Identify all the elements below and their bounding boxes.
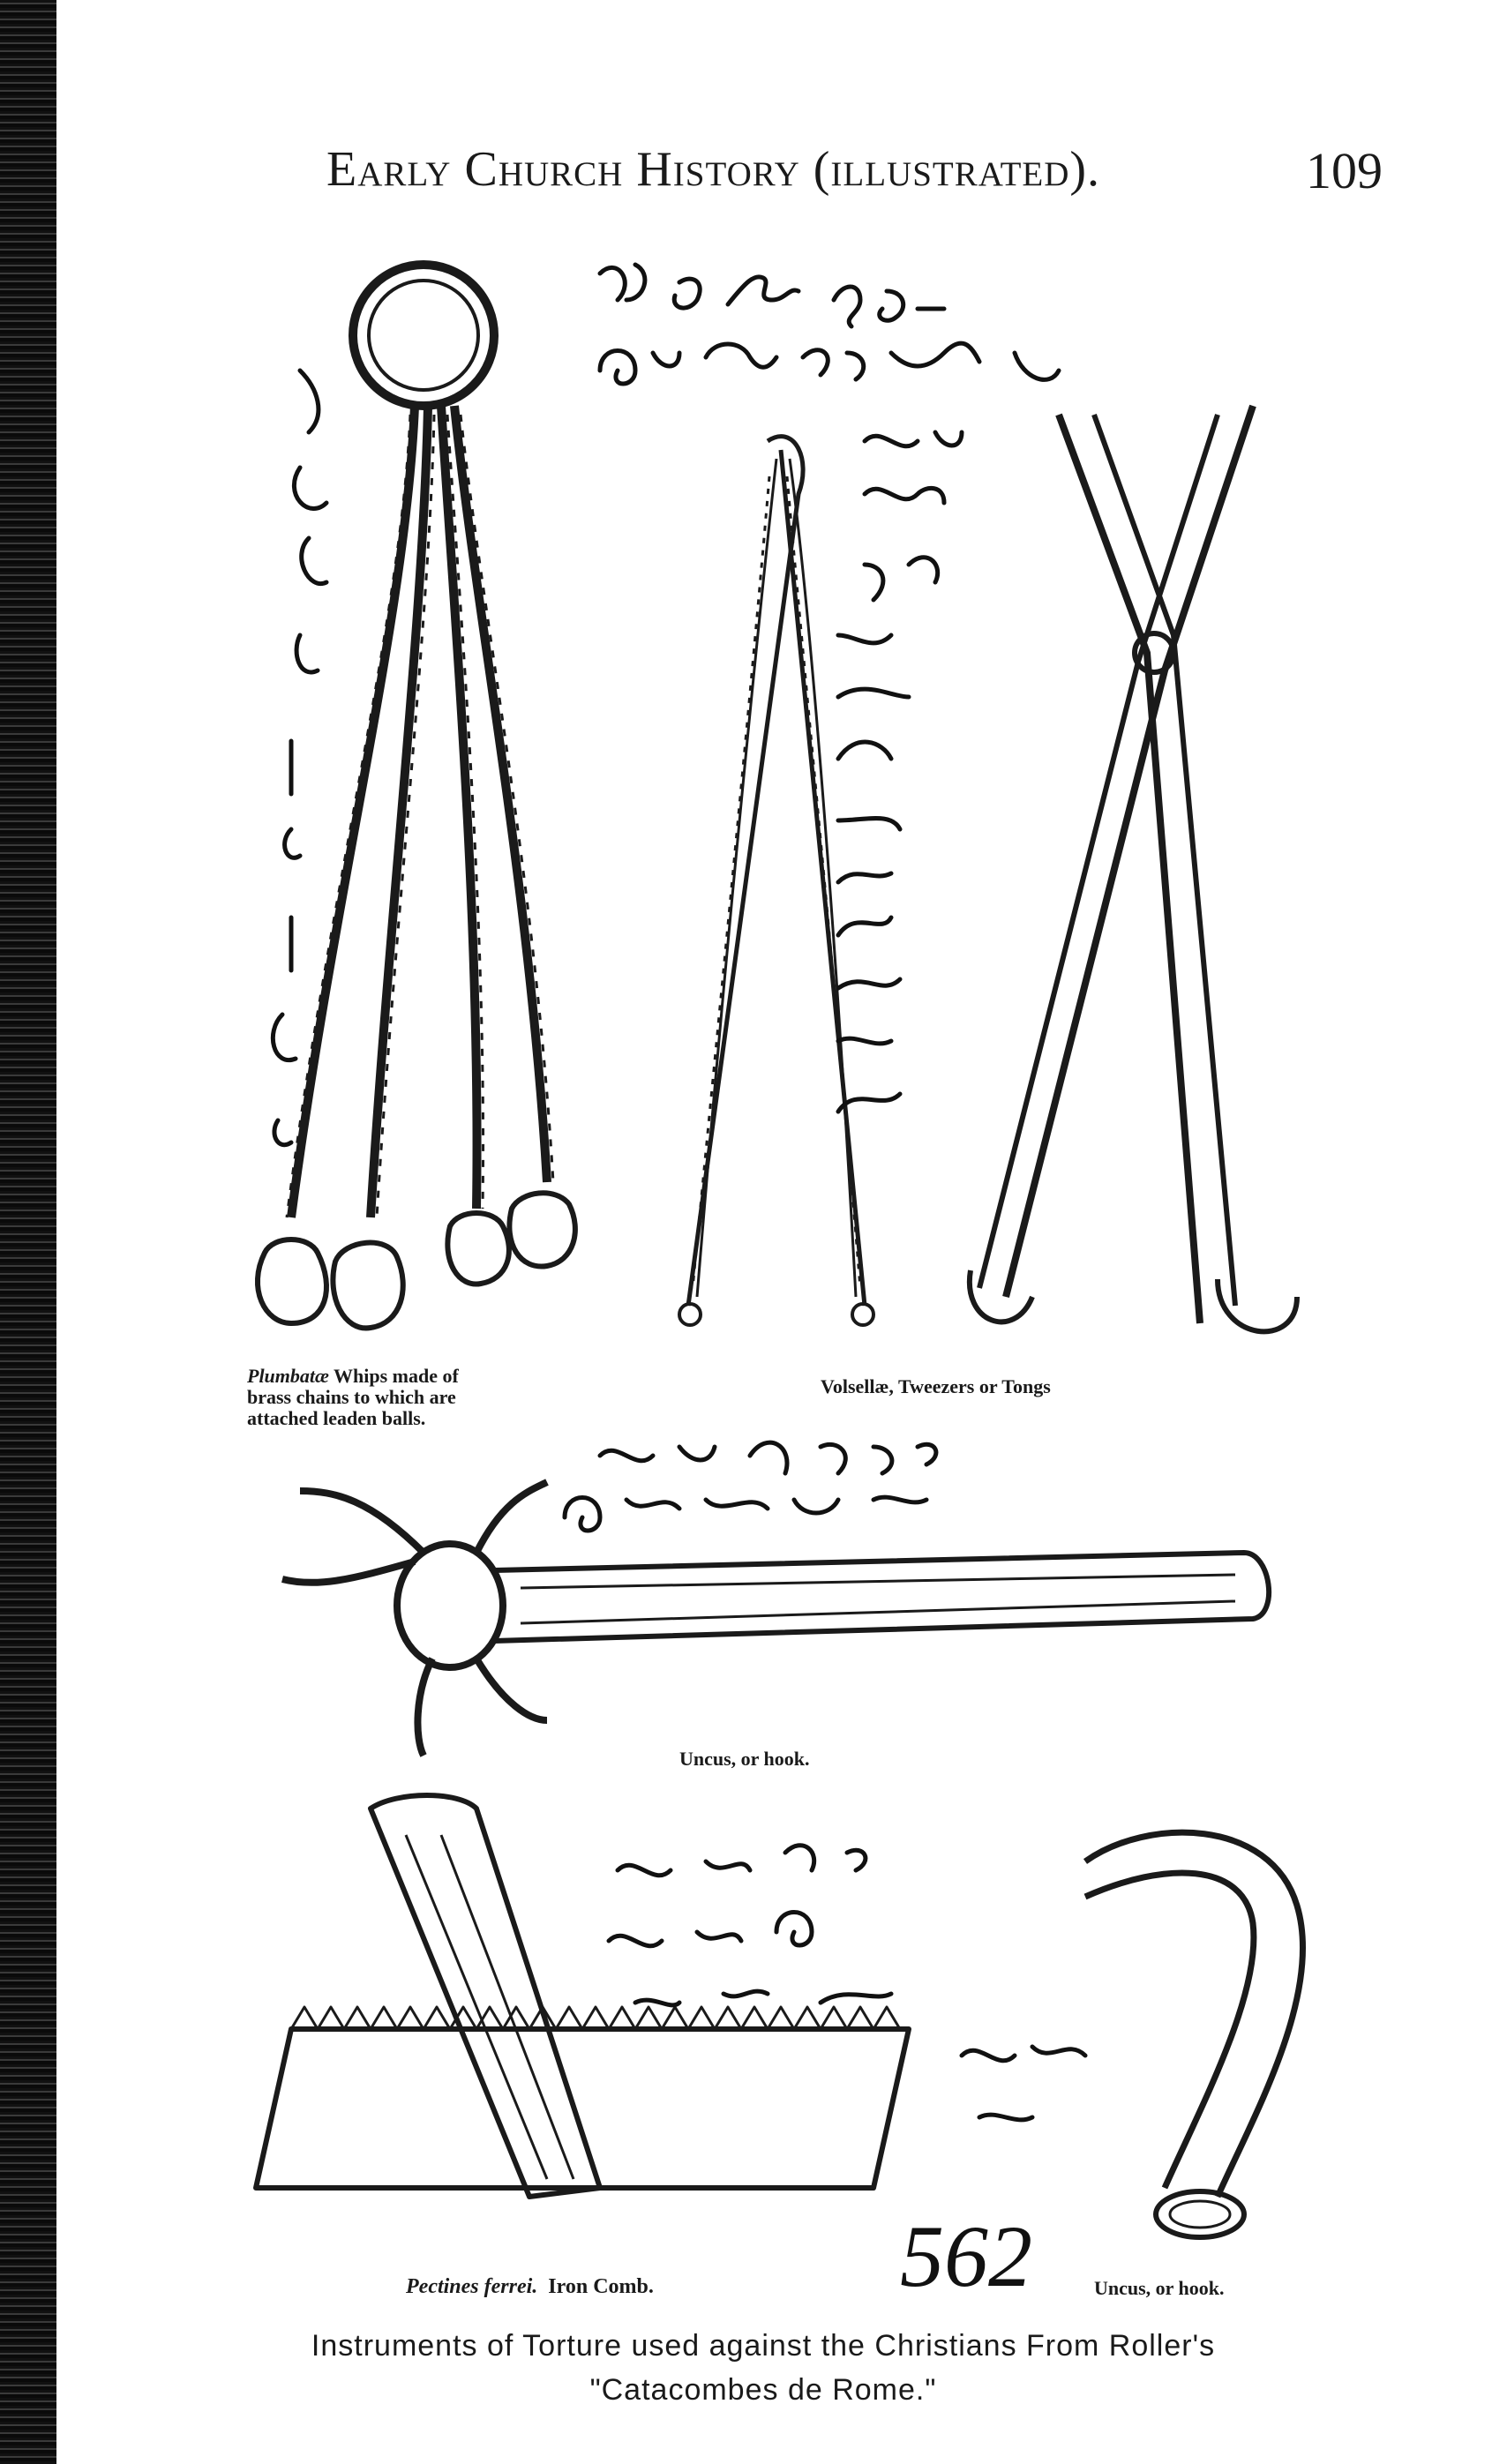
caption-plumbatae-line2: brass chains to which are bbox=[247, 1386, 456, 1408]
caption-plumbatae-line3: attached leaden balls. bbox=[247, 1407, 426, 1429]
caption-pectines-name: Pectines ferrei. bbox=[406, 2275, 538, 2298]
caption-uncus-right: Uncus, or hook. bbox=[1094, 2277, 1225, 2299]
figure-caption-line1: Instruments of Torture used against the Christians From Roller's bbox=[311, 2329, 1216, 2363]
caption-plumbatae bbox=[247, 1366, 459, 1429]
volsellae-tweezers-illustration bbox=[679, 437, 873, 1325]
handwritten-number: 562 bbox=[900, 2207, 1032, 2305]
caption-iron-comb-text: Iron Comb. bbox=[548, 2275, 654, 2298]
caption-volsellae: Volsellæ, Tweezers or Tongs bbox=[821, 1375, 1051, 1397]
uncus-hook-illustration bbox=[282, 1482, 1269, 1756]
plumbatae-illustration bbox=[258, 265, 575, 1328]
running-header: Early Church History (illustrated). bbox=[326, 142, 1101, 197]
iron-comb-illustration bbox=[256, 1795, 909, 2197]
shorthand-annotations bbox=[273, 265, 1085, 2120]
tongs-illustration bbox=[970, 406, 1297, 1331]
figure-caption-line2: "Catacombes de Rome." bbox=[589, 2373, 937, 2407]
page-number: 109 bbox=[1306, 142, 1383, 199]
caption-uncus-middle: Uncus, or hook. bbox=[679, 1748, 810, 1770]
curved-hook-illustration bbox=[1085, 1832, 1303, 2237]
caption-plumbatae-name: Plumbatæ bbox=[247, 1365, 329, 1387]
caption-iron-comb bbox=[406, 2276, 654, 2297]
caption-plumbatae-line1: Whips made of bbox=[334, 1365, 459, 1387]
